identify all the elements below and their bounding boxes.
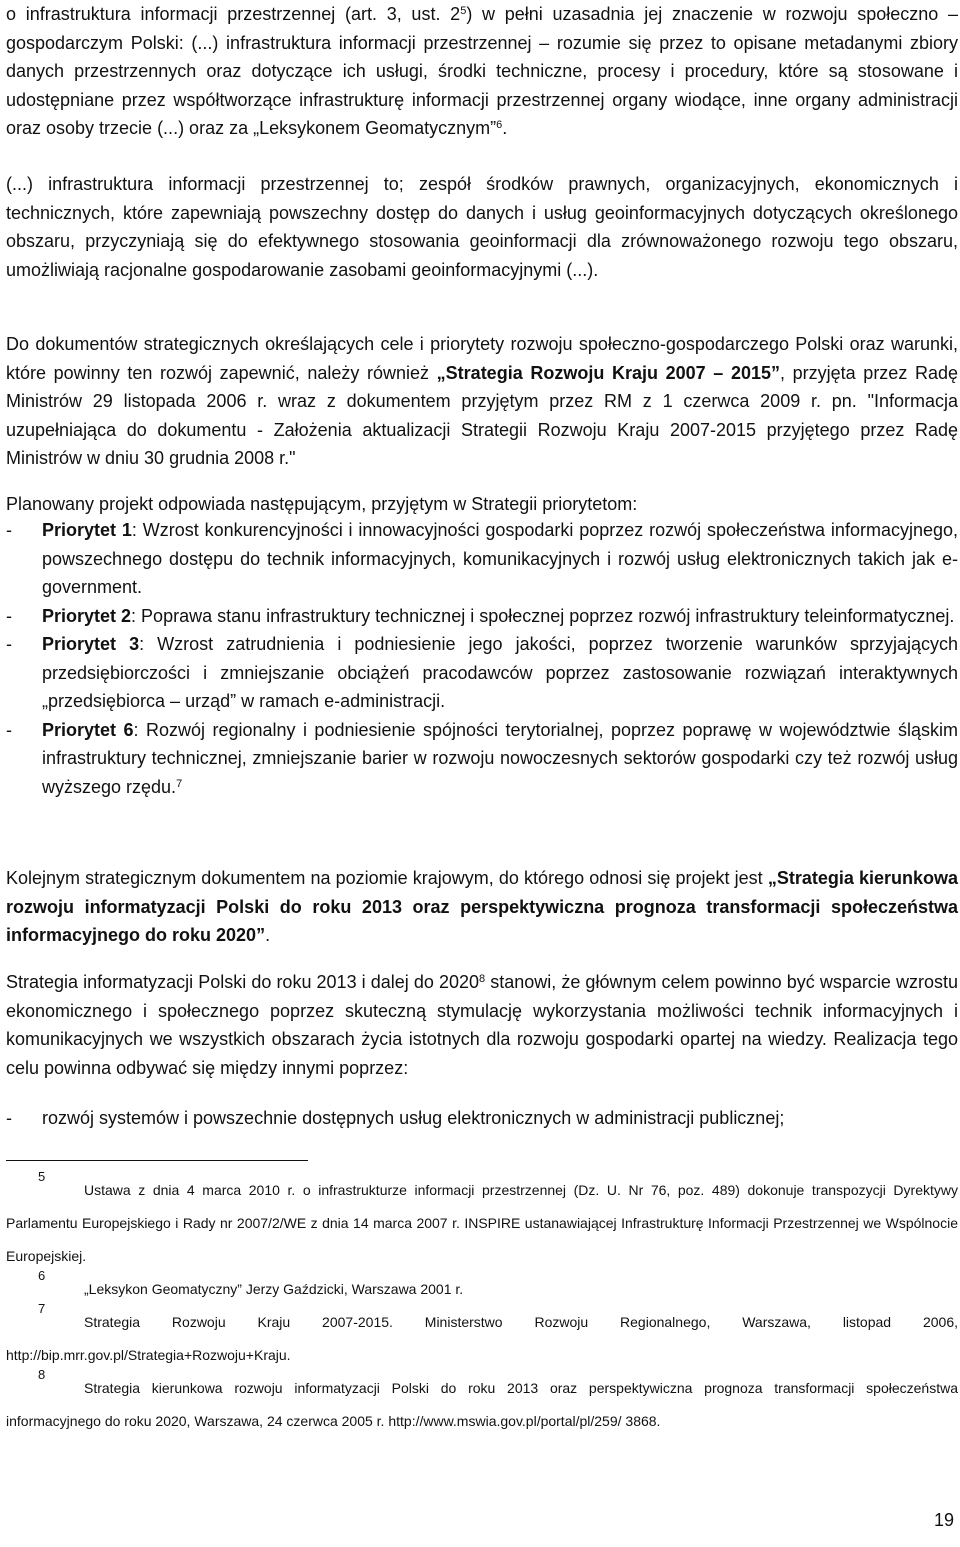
list-item [6, 630, 958, 716]
footnote-ref-7: 7 [176, 777, 183, 790]
footnote-6 [6, 1268, 958, 1306]
intro-text-1: o infrastruktura informacji przestrzennej (art. 3, ust. 2 [6, 4, 461, 24]
definition-paragraph: (...) infrastruktura informacji przestrzennej to; zespół środków prawnych, organizacyjnych, ekonomicznych i technicznych, które zapewniają powszechny dostęp do danych i usług geoinformacyjnych dotyczących określonego obszaru, przyczyniają się do efektywnego stosowania geoinformacji dla zrównoważonego rozwoju tego obszaru, umożliwiają racjonalne gospodarowanie zasobami geoinformacyjnymi (...). [6, 174, 958, 280]
footnote-separator [6, 1160, 308, 1161]
list-item [6, 516, 958, 602]
next-text-2: . [265, 925, 271, 945]
footnote-number: 7 [38, 1301, 46, 1316]
footnote-number: 6 [38, 1268, 46, 1283]
strategy-text-2: , przyjęta przez Radę Ministrów 29 listopada 2006 r. wraz z dokumentem przyjętym przez RM z 1 czerwca 2009 r. pn. "Informacja uzupełniająca do dokumentu - Założenia aktualizacji Strategii Rozwoju Kraju 2007-2015 przyjętego przez Radę Ministrów w dniu 30 grudnia 2008 r." [6, 362, 958, 468]
strategy-paragraph [6, 330, 958, 473]
priorities-list [6, 516, 958, 801]
priority-text: : Wzrost konkurencyjności i innowacyjności gospodarki poprzez rozwój społeczeństwa informacyjnego, powszechnego dostępu do technik informacyjnych, komunikacyjnych i rozwój usług elektronicznych takich jak e-government. [42, 520, 958, 597]
dash-marker: - [6, 520, 12, 540]
footnote-text: Ustawa z dnia 4 marca 2010 r. o infrastrukturze informacji przestrzennej (Dz. U. Nr 76, poz. 489) dokonuje transpozycji Dyrektywy Parlamentu Europejskiego i Rady nr 2007/2/WE z dnia 14 marca 2007 r. INSPIRE ustanawiającej Infrastrukturę Informacji Przestrzennej we Wspólnocie Europejskiej. [6, 1182, 958, 1264]
footnote-ref-6: 6 [496, 119, 503, 131]
footnote-8 [6, 1367, 958, 1438]
list-item [6, 602, 958, 631]
priority-text: : Wzrost zatrudnienia i podniesienie jego jakości, poprzez tworzenie warunków sprzyjających przedsiębiorczości i zmniejszanie obciążeń pracodawców poprzez zastosowanie rozwiązań interaktywnych „przedsiębiorca – urząd” w ramach e-administracji. [42, 634, 958, 711]
page-number: 19 [933, 1510, 954, 1530]
dash-marker: - [6, 605, 12, 626]
priority-label: Priorytet 1 [42, 520, 132, 540]
goal-text: rozwój systemów i powszechnie dostępnych usług elektronicznych w administracji publicznej; [42, 1108, 785, 1128]
priority-label: Priorytet 2 [42, 605, 132, 626]
priority-label: Priorytet 3 [42, 634, 140, 654]
priority-text: : Poprawa stanu infrastruktury technicznej i społecznej poprzez rozwój infrastruktury teleinformatycznej. [131, 605, 955, 626]
priority-text: : Rozwój regionalny i podniesienie spójności terytorialnej, poprzez poprawę w województwie śląskim infrastruktury technicznej, zmniejszanie barier w rozwoju nowoczesnych sektorów gospodarki czy też rozwój usług wyższego rzędu. [42, 719, 958, 797]
footnote-text: Strategia kierunkowa rozwoju informatyzacji Polski do roku 2013 oraz perspektywiczna prognoza transformacji społeczeństwa informacyjnego do roku 2020, Warszawa, 24 czerwca 2005 r. http://www.mswia.gov.pl/portal/pl/259/ 3868. [6, 1380, 958, 1429]
next-text-1: Kolejnym strategicznym dokumentem na poziomie krajowym, do którego odnosi się projekt jest [6, 868, 768, 888]
goals-list [6, 1104, 958, 1133]
plan-paragraph: Planowany projekt odpowiada następującym, przyjętym w Strategii priorytetom: [6, 494, 638, 514]
next-strategy-paragraph [6, 864, 958, 950]
priority-label: Priorytet 6 [42, 719, 134, 740]
strategy-title: „Strategia Rozwoju Kraju 2007 – 2015” [436, 362, 780, 383]
list-item [6, 716, 958, 802]
dash-marker: - [6, 719, 12, 740]
info-text-1: Strategia informatyzacji Polski do roku 2013 i dalej do 2020 [6, 972, 480, 992]
footnote-number: 8 [38, 1367, 46, 1382]
intro-text-2: ) w pełni uzasadnia jej znaczenie w rozwoju społeczno – gospodarczym Polski: (...) infrastruktura informacji przestrzennej – rozumie się przez to opisane metadanymi zbiory danych przestrzennych oraz dotyczące ich usługi, środki techniczne, procesy i procedury, które są stosowane i udostępniane przez współtworzące infrastrukturę informacji przestrzennej organy wiodące, inne organy administracji oraz osoby trzecie (...) oraz za „Leksykonem Geomatycznym” [6, 4, 958, 138]
footnote-text: Strategia Rozwoju Kraju 2007-2015. Ministerstwo Rozwoju Regionalnego, Warszawa, listopad 2006, http://bip.mrr.gov.pl/Strategia+Rozwoju+Kraju. [6, 1314, 958, 1363]
informatization-paragraph [6, 968, 958, 1082]
dash-marker: - [6, 1108, 12, 1128]
intro-text-3: . [502, 118, 508, 138]
footnote-ref-5: 5 [460, 5, 467, 17]
next-strategy-title: „Strategia kierunkowa rozwoju informatyzacji Polski do roku 2013 oraz perspektywiczna prognoza transformacji społeczeństwa informacyjnego do roku 2020” [6, 868, 958, 945]
footnote-ref-8: 8 [479, 973, 486, 985]
footnote-text: „Leksykon Geomatyczny” Jerzy Gaździcki, Warszawa 2001 r. [84, 1281, 464, 1297]
footnote-5 [6, 1169, 958, 1273]
intro-paragraph [6, 0, 958, 143]
strategy-text-1: Do dokumentów strategicznych określających cele i priorytety rozwoju społeczno-gospodarczego Polski oraz warunki, które powinny ten rozwój zapewnić, należy również [6, 334, 958, 383]
footnote-number: 5 [38, 1169, 46, 1184]
list-item [6, 1104, 958, 1133]
info-text-2: stanowi, że głównym celem powinno być wsparcie wzrostu ekonomicznego i społecznego poprzez skuteczną stymulację wykorzystania możliwości technik informacyjnych i komunikacyjnych we wszystkich obszarach życia istotnych dla rozwoju gospodarki opartej na wiedzy. Realizacja tego celu powinna odbywać się między innymi poprzez: [6, 972, 958, 1078]
dash-marker: - [6, 634, 12, 654]
footnote-7 [6, 1301, 958, 1372]
